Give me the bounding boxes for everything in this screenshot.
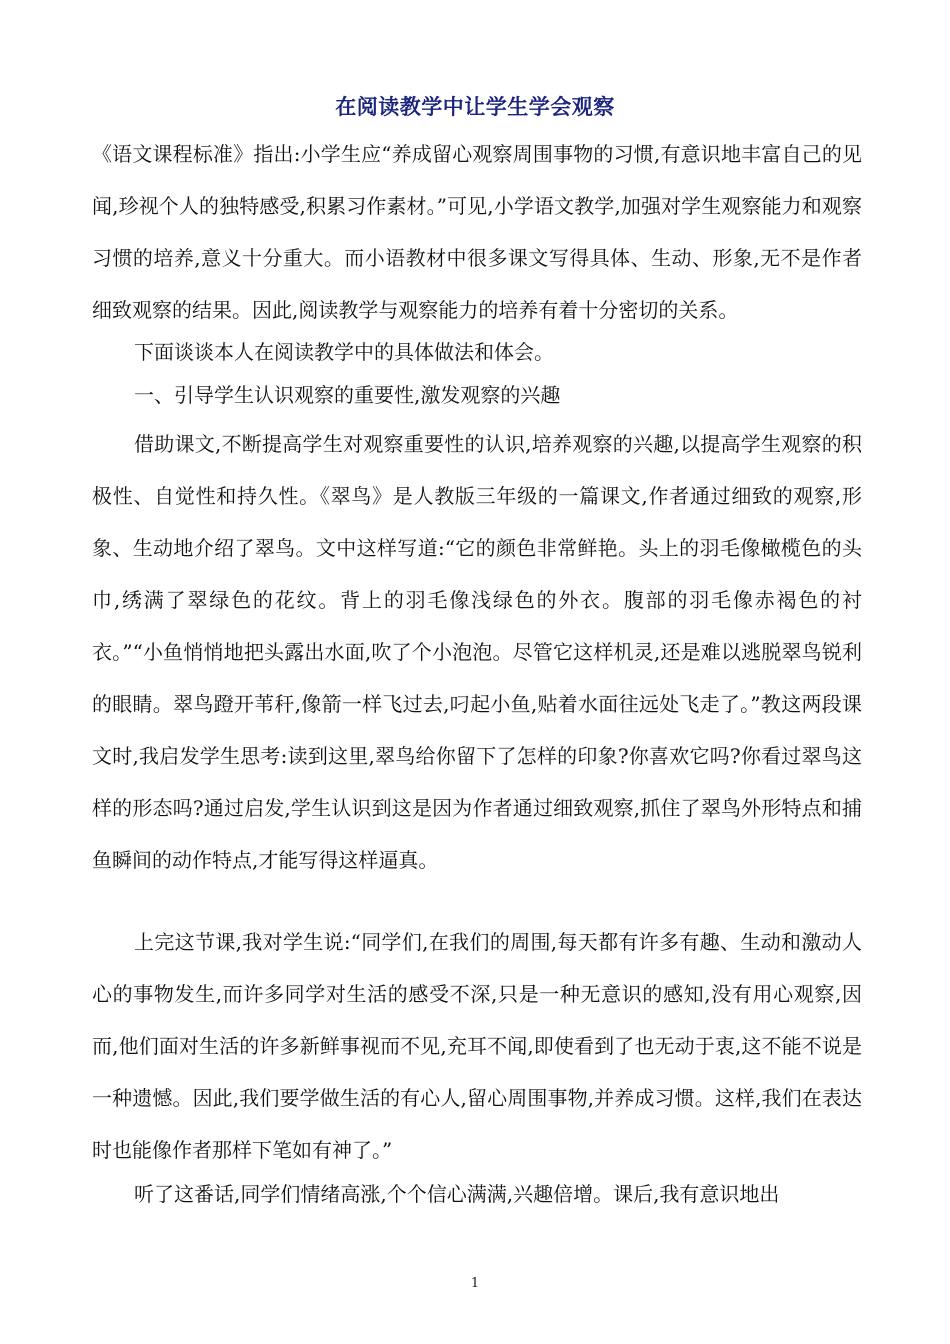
page-number: 1 [470, 1276, 480, 1291]
paragraph-intro: 《语文课程标准》指出:小学生应“养成留心观察周围事物的习惯,有意识地丰富自己的见闻,珍视个人的独特感受,积累习作素材。”可见,小学语文教学,加强对学生观察能力和观察习惯的培养,意义十分重大。而小语教材中很多课文写得具体、生动、形象,无不是作者细致观察的结果。因此,阅读教学与观察能力的培养有着十分密切的关系。 [92, 142, 862, 322]
paragraph-teacher-speech: 上完这节课,我对学生说:“同学们,在我们的周围,每天都有许多有趣、生动和激动人心的事物发生,而许多同学对生活的感受不深,只是一种无意识的感知,没有用心观察,因而,他们面对生活的许多新鲜事视而不见,充耳不闻,即使看到了也无动于衷,这不能不说是一种遗憾。因此,我们要学做生活的有心人,留心周围事物,并养成习惯。这样,我们在表达时也能像作者那样下笔如有神了。” [92, 930, 862, 1162]
section-heading: 一、引导学生认识观察的重要性,激发观察的兴趣 [134, 383, 561, 407]
paragraph-kingfisher: 借助课文,不断提高学生对观察重要性的认识,培养观察的兴趣,以提高学生观察的积极性、自觉性和持久性。《翠鸟》是人教版三年级的一篇课文,作者通过细致的观察,形象、生动地介绍了翠鸟。文中这样写道:“它的颜色非常鲜艳。头上的羽毛像橄榄色的头巾,绣满了翠绿色的花纹。背上的羽毛像浅绿色的外衣。腹部的羽毛像赤褐色的衬衣。”“小鱼悄悄地把头露出水面,吹了个小泡泡。尽管它这样机灵,还是难以逃脱翠鸟锐利的眼睛。翠鸟蹬开苇秆,像箭一样飞过去,叼起小鱼,贴着水面往远处飞走了。”教这两段课文时,我启发学生思考:读到这里,翠鸟给你留下了怎样的印象?你喜欢它吗?你看过翠鸟这样的形态吗?通过启发,学生认识到这是因为作者通过细致观察,抓住了翠鸟外形特点和捕鱼瞬间的动作特点,才能写得这样逼真。 [92, 432, 862, 872]
document-title: 在阅读教学中让学生学会观察 [335, 94, 615, 119]
paragraph-student-response: 听了这番话,同学们情绪高涨,个个信心满满,兴趣倍增。课后,我有意识地出 [134, 1182, 780, 1206]
paragraph-overview: 下面谈谈本人在阅读教学中的具体做法和体会。 [134, 340, 554, 364]
